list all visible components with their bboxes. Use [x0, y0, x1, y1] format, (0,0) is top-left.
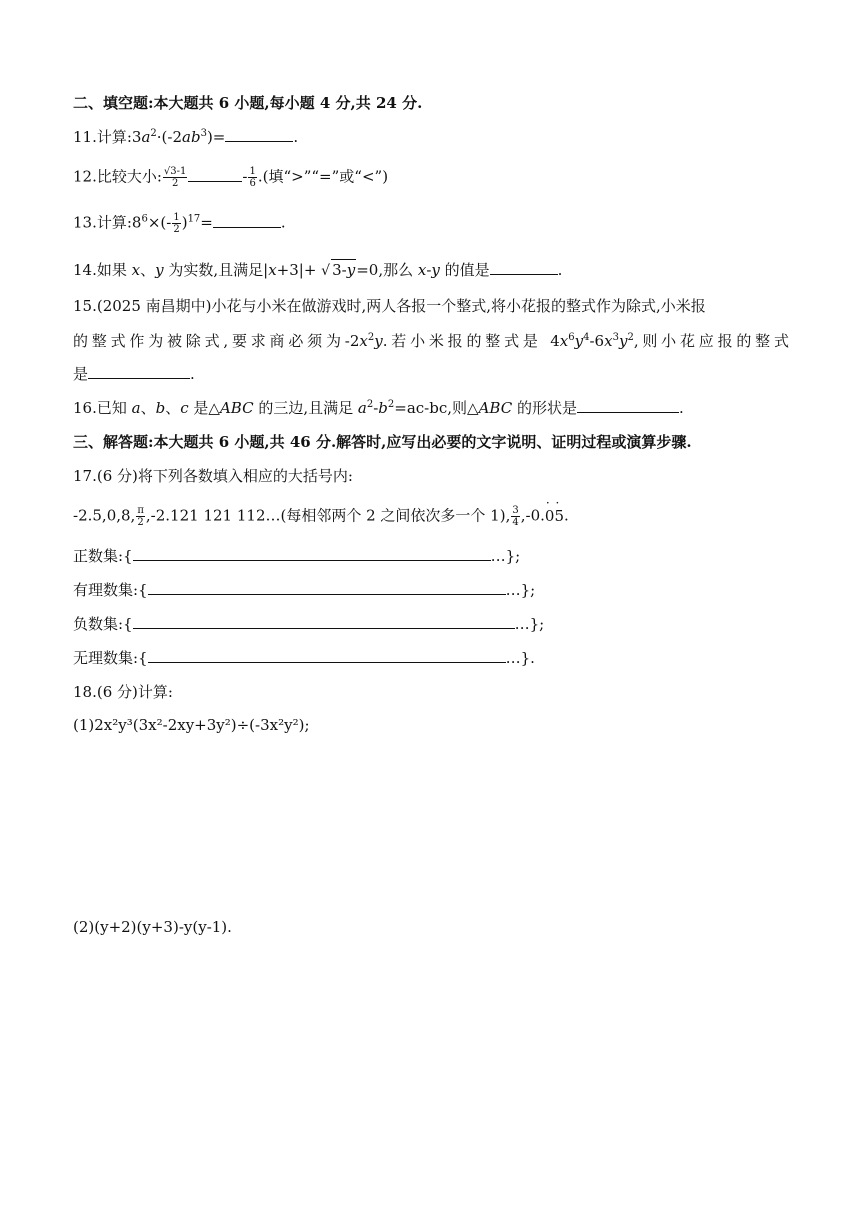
fraction: $\frac{1}{2}$ [173, 212, 180, 235]
question-18-title: 18.(6 分)计算: [73, 683, 173, 701]
set-positive: 正数集:{ …}; [73, 547, 521, 565]
sqrt-symbol: √ [321, 263, 331, 279]
question-15-line-3: 是 . [73, 365, 195, 383]
set-negative: 负数集:{ …}; [73, 615, 545, 633]
answer-blank[interactable] [490, 260, 558, 275]
question-13: 13.计算$:8^6\times(-$ $\frac{1}{2}$ )$^{17}$= . [73, 212, 286, 235]
question-15-line-2: 的整式作为被除式,要求商必须为$-2x^2y$.若小米报的整式是 $4x^6y^4-6x^3y^2$,则小花应报的整式 [73, 332, 789, 350]
answer-blank[interactable] [133, 614, 515, 629]
question-12: 12.比较大小: $\frac{√3-1}{2}$ - $\frac{1}{6}$ .(填“>”“=”或“<”) [73, 166, 389, 189]
sqrt-radicand: 3-y [332, 261, 356, 279]
answer-blank[interactable] [577, 398, 679, 413]
fraction: $\frac{\pi}{2}$ [137, 505, 144, 528]
repeating-digit: · 5 [554, 507, 564, 525]
answer-blank[interactable] [148, 580, 506, 595]
question-18-part-2: (2)(y+2)(y+3)-y(y-1). [73, 918, 232, 936]
answer-blank[interactable] [133, 546, 491, 561]
question-18-part-1: (1)2x²y³(3x²-2xy+3y²)÷(-3x²y²); [73, 716, 310, 734]
answer-blank[interactable] [148, 648, 506, 663]
question-17-title: 17.(6 分)将下列各数填入相应的大括号内: [73, 467, 353, 485]
question-17-numbers: -2.5,0,8, $\frac{\pi}{2}$ ,-2.121 121 112…(每相邻两个 2 之间依次多一个 1), $\frac{3}{4}$ ,-0.· 0· 5. [73, 505, 569, 528]
fraction: $\frac{√3-1}{2}$ [163, 166, 187, 189]
question-14: 14.如果 x、y 为实数,且满足|x+3|+ √ 3-y=0,那么 x-y 的值是 . [73, 261, 563, 279]
answer-blank[interactable] [213, 213, 281, 228]
question-16: 16.已知 a、b、c 是△ABC 的三边,且满足 $a^2-b^2=ac-bc$,则△ABC 的形状是 . [73, 399, 684, 417]
section-3-title: 三、解答题:本大题共 6 小题,共 46 分.解答时,应写出必要的文字说明、证明过程或演算步骤. [73, 433, 692, 451]
answer-blank[interactable] [225, 127, 293, 142]
repeating-digit: · 0 [545, 507, 555, 525]
fraction: $\frac{1}{6}$ [249, 166, 256, 189]
question-15-line-1: 15.(2025 南昌期中)小花与小米在做游戏时,两人各报一个整式,将小花报的整式作为除式,小米报 [73, 297, 706, 315]
answer-blank[interactable] [88, 364, 190, 379]
set-irrational: 无理数集:{ …}. [73, 649, 535, 667]
section-2-title: 二、填空题:本大题共 6 小题,每小题 4 分,共 24 分. [73, 94, 423, 112]
question-11: 11.计算$:3a^2\cdot(-2ab^3)=$ . [73, 128, 299, 146]
fraction: $\frac{3}{4}$ [512, 505, 519, 528]
answer-blank[interactable] [188, 167, 242, 182]
set-rational: 有理数集:{ …}; [73, 581, 536, 599]
